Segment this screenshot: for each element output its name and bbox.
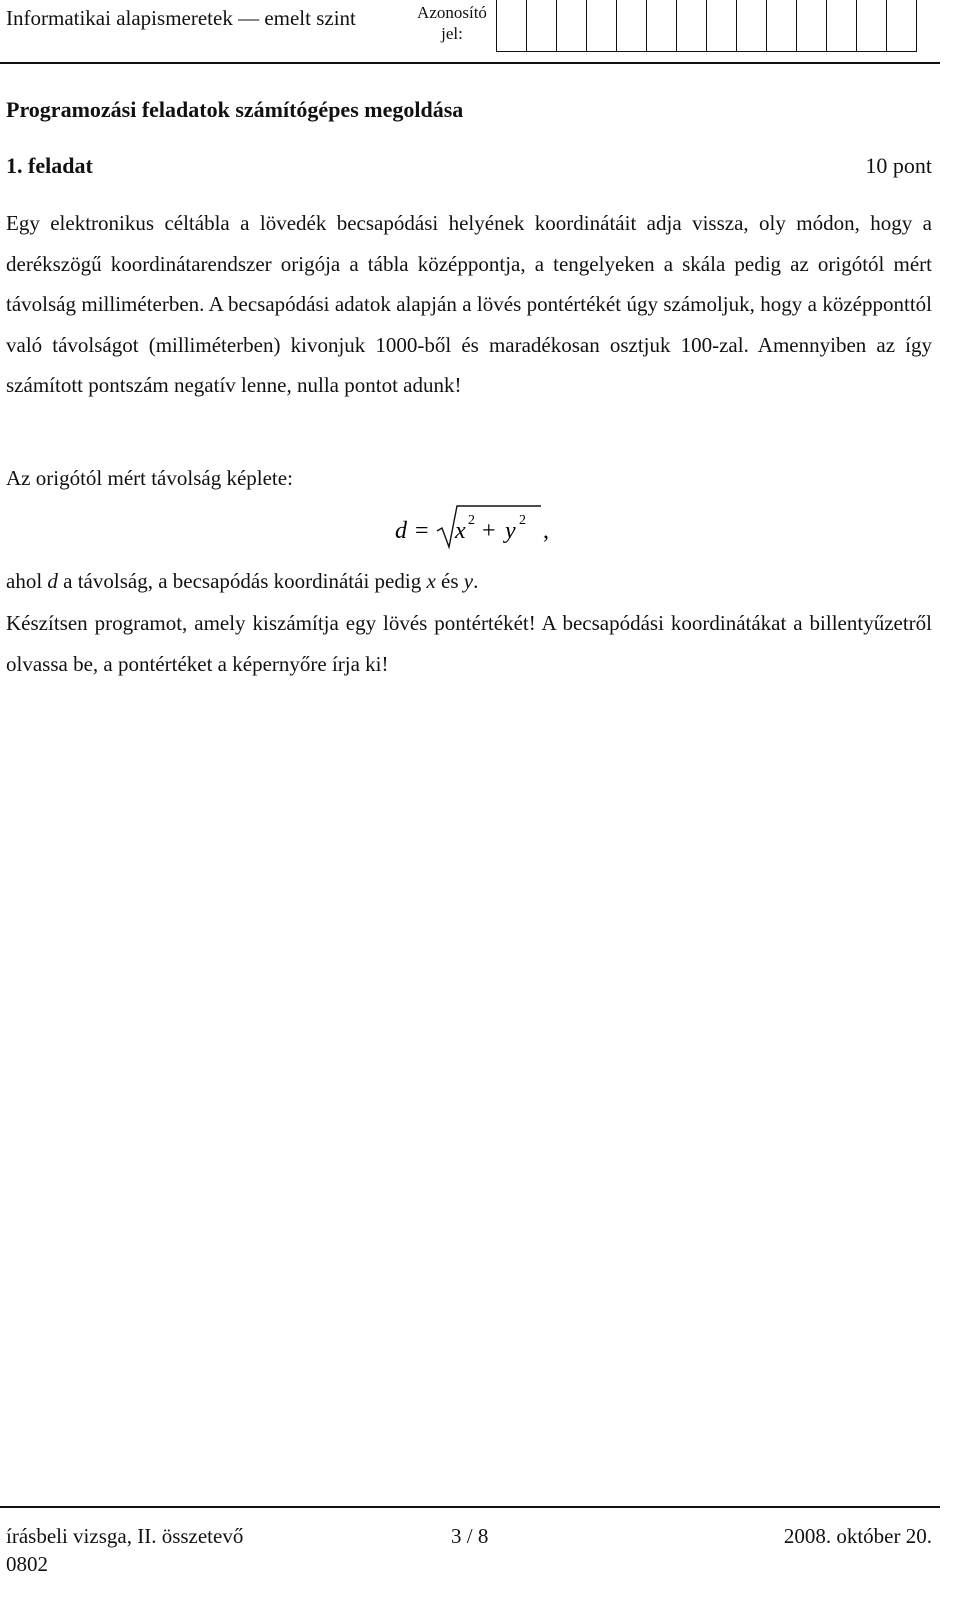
- instruction-paragraph: Készítsen programot, amely kiszámítja egy lövés pontértékét! A becsapódási koordinátákat a billentyűzetről olvassa be, a pontértéket a képernyőre írja ki!: [6, 611, 932, 676]
- id-box: [737, 0, 767, 52]
- id-box: [677, 0, 707, 52]
- footer-code: 0802: [6, 1552, 48, 1576]
- formula-x: x: [455, 518, 466, 544]
- header-title: Informatikai alapismeretek — emelt szint: [6, 6, 356, 30]
- id-box: [707, 0, 737, 52]
- formula-equals: =: [415, 518, 429, 544]
- formula-x-exponent: 2: [468, 513, 475, 528]
- id-box: [497, 0, 527, 52]
- footer-divider: [0, 1506, 940, 1508]
- id-box: [557, 0, 587, 52]
- header-divider: [0, 62, 940, 64]
- id-label: Azonosító jel:: [417, 3, 487, 43]
- task-points: 10 pont: [865, 153, 932, 178]
- id-box: [827, 0, 857, 52]
- footer-exam-info: írásbeli vizsga, II. összetevő: [6, 1524, 244, 1548]
- id-box: [767, 0, 797, 52]
- intro-paragraph: Egy elektronikus céltábla a lövedék becsapódási helyének koordinátáit adja vissza, oly módon, hogy a derékszögű koordinátarendszer origója a tábla középpontja, a tengelyeken a skála pedig az origótól mért távolság milliméterben. A becsapódási adatok alapján a lövés pontértékét úgy számoljuk, hogy a középponttól való távolságot (milliméterben) kivonjuk 1000-ből és maradékosan osztjuk 100-zal. Amennyiben az így számított pontszám negatív lenne, nulla pontot adunk!: [6, 211, 932, 398]
- variables-explanation: ahol d a távolság, a becsapódás koordinátái pedig x és y.: [6, 569, 479, 593]
- id-box: [647, 0, 677, 52]
- id-box: [527, 0, 557, 52]
- id-box: [587, 0, 617, 52]
- formula-y-exponent: 2: [519, 513, 526, 528]
- id-box: [887, 0, 917, 52]
- formula-plus: +: [482, 518, 496, 544]
- formula-comma: ,: [543, 518, 549, 544]
- formula-d: d: [395, 518, 407, 544]
- distance-formula: [393, 501, 573, 551]
- formula-intro: Az origótól mért távolság képlete:: [6, 466, 293, 490]
- footer-date: 2008. október 20.: [783, 1524, 932, 1548]
- section-title: Programozási feladatok számítógépes megoldása: [6, 97, 464, 122]
- footer-page-number: 3 / 8: [451, 1524, 489, 1548]
- id-box: [857, 0, 887, 52]
- id-boxes: [496, 0, 917, 52]
- id-box: [797, 0, 827, 52]
- id-box: [617, 0, 647, 52]
- task-number: 1. feladat: [6, 153, 93, 178]
- formula-y: y: [505, 518, 516, 544]
